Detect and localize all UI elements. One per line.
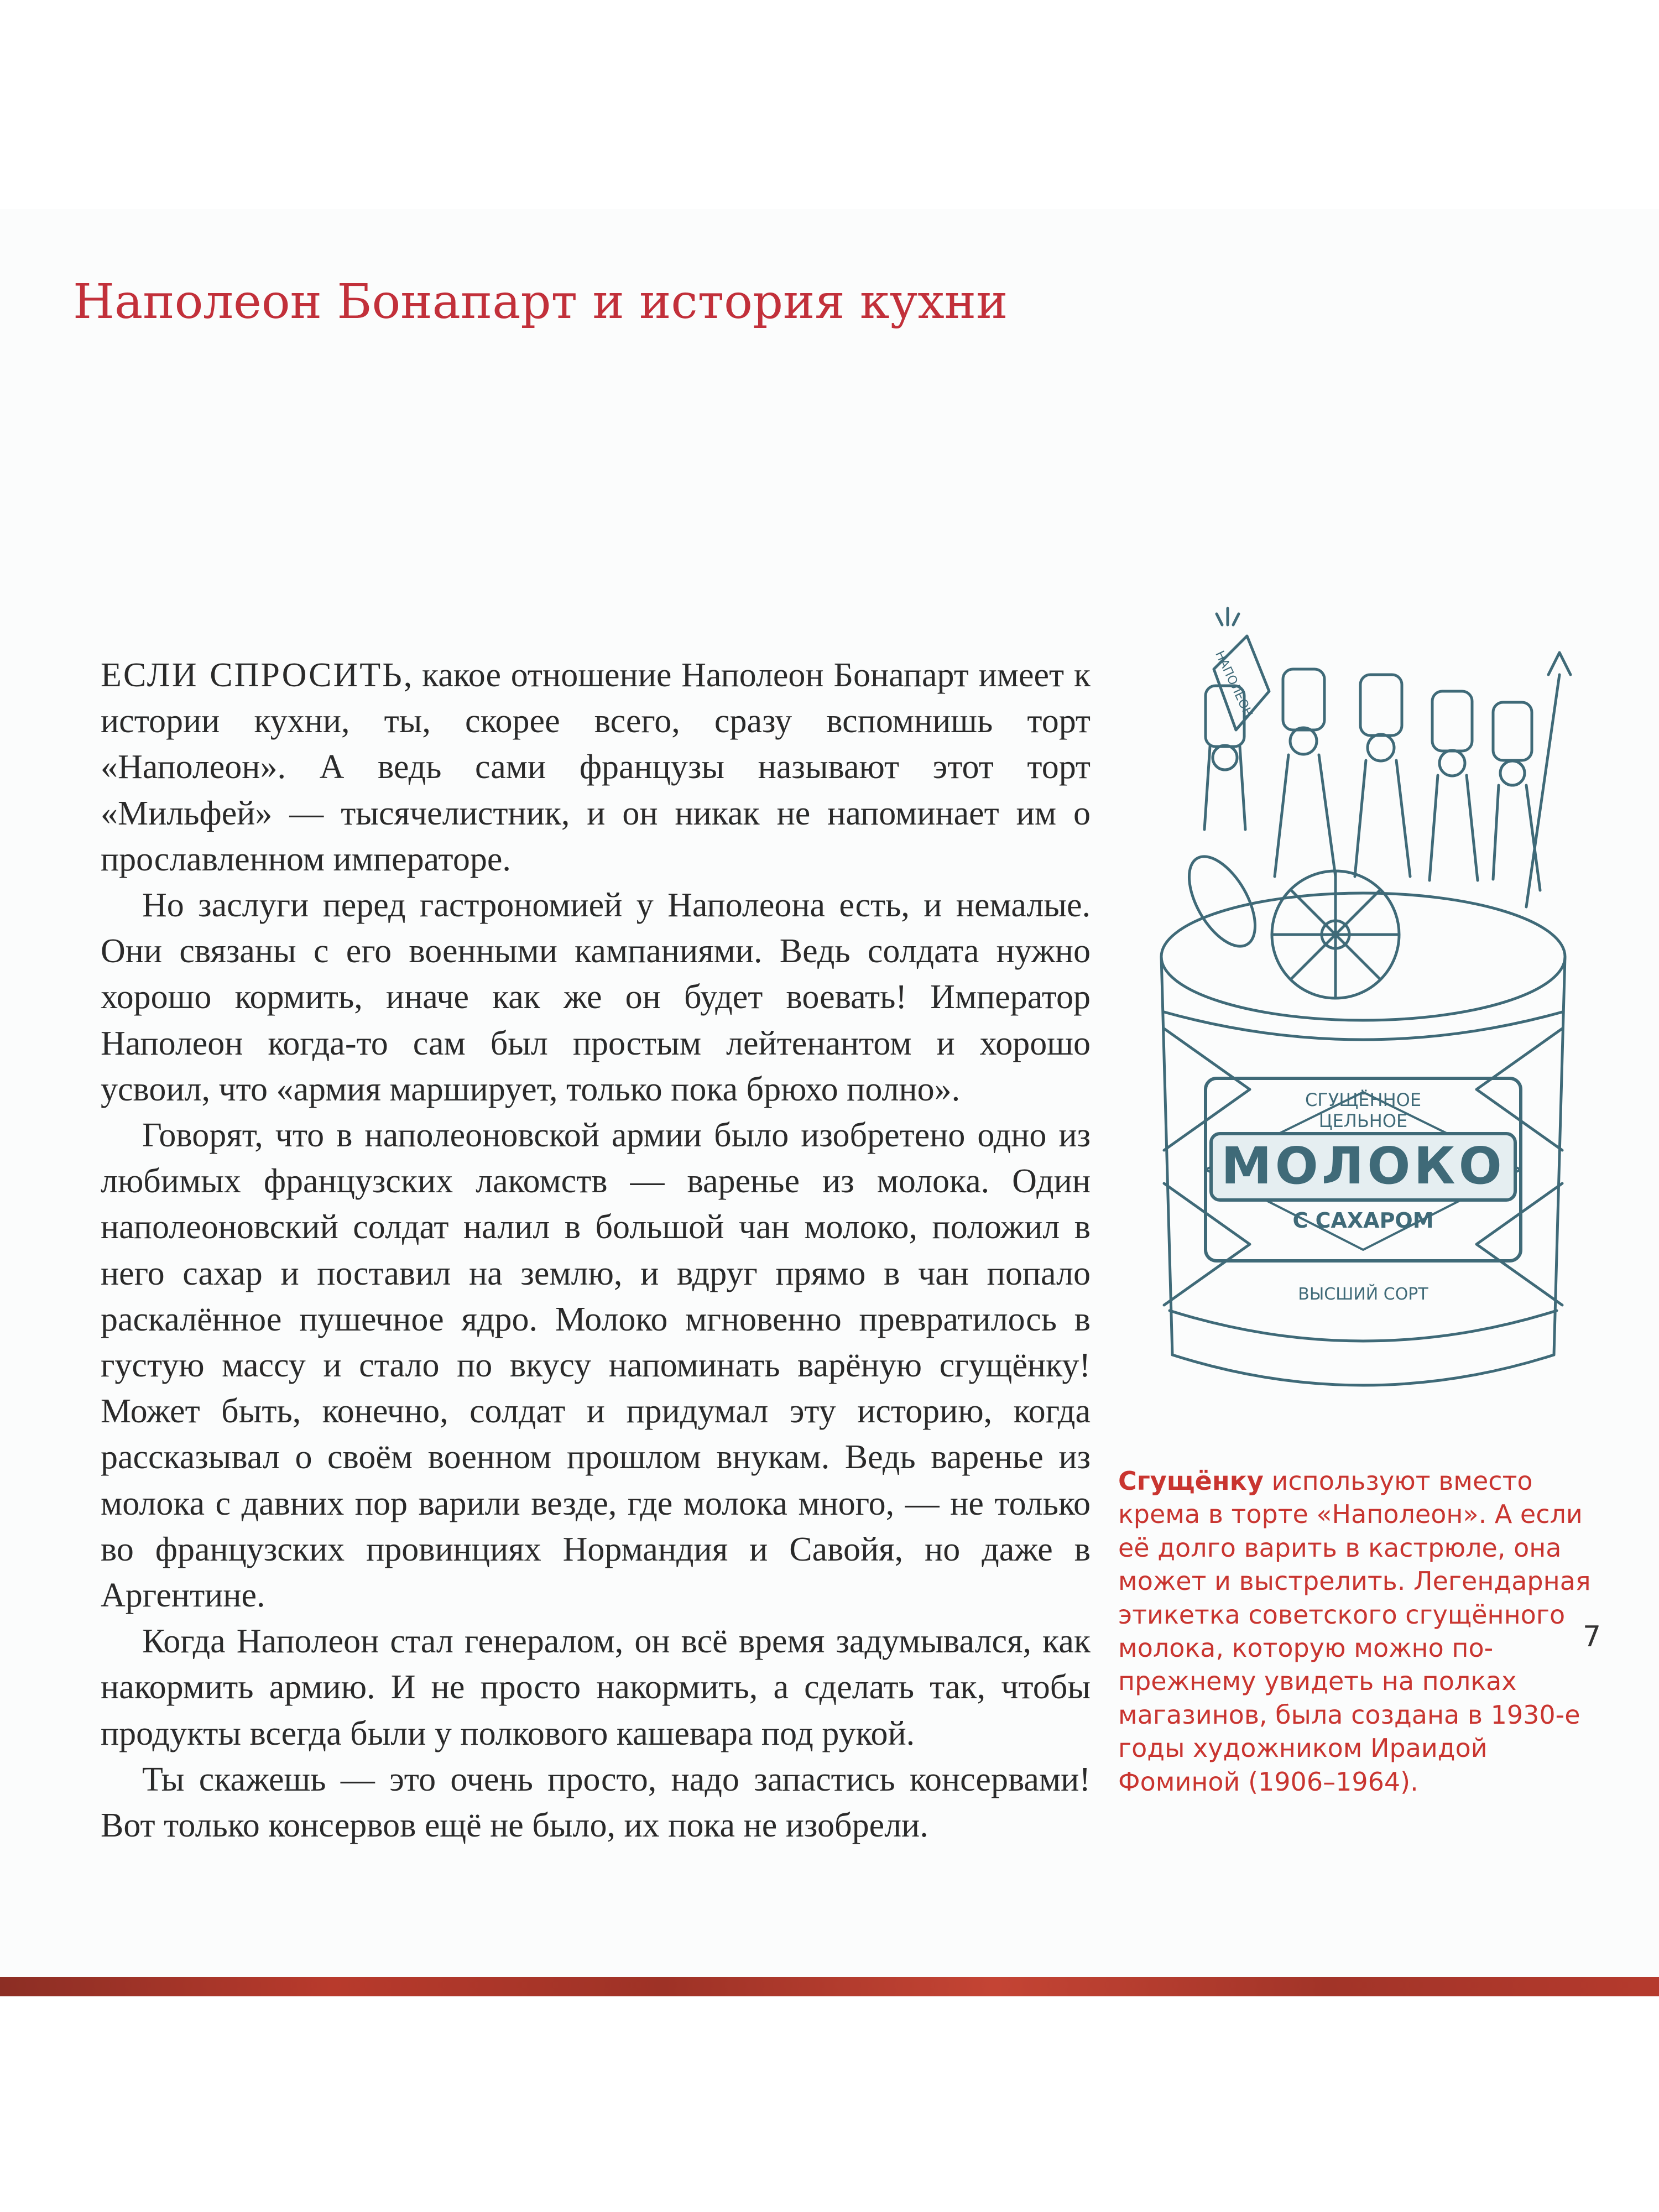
paragraph-5: Ты скажешь — это очень просто, надо запастись консервами! Вот только консервов ещё не было, их пока не изобрели. [101,1760,1091,1845]
lead-in: ЕСЛИ СПРОСИТЬ [101,656,404,694]
caption-lead: Сгущёнку [1118,1466,1264,1496]
can-label [1212,649,1505,1304]
label-sub: С САХАРОМ [1292,1208,1434,1233]
bottom-decorative-band [0,1977,1659,1996]
cannon-wheel-drawing [1176,846,1399,998]
page-number: 7 [1583,1620,1601,1653]
condensed-milk-can-illustration [1139,592,1598,1427]
flag-text: НАПОЛЕОН [1212,649,1255,720]
label-top-line-1: СГУЩЁННОЕ [1305,1089,1422,1110]
page-title: Наполеон Бонапарт и история кухни [73,274,1008,330]
main-text [101,653,1091,1849]
label-main: МОЛОКО [1221,1136,1505,1196]
soldiers-drawing [1204,608,1571,907]
paragraph-1: ЕСЛИ СПРОСИТЬ, какое отношение Наполеон Бонапарт имеет к истории кухни, ты, скорее всего, сразу вспомнишь торт «Наполеон». А ведь сами французы называют этот торт «Мильфей» — тысячелистник, и он никак не напоминает им о прославленном императоре. [101,656,1091,878]
image-caption: Сгущёнку используют вместо крема в торте «Наполеон». А если её долго варить в кастрюле, она может и выстрелить. Легендарная этикетка советского сгущённого молока, которую можно по-прежнему увидеть на полках магазинов, была создана в 1930-е годы художником Ираидой Фоминой (1906–1964). [1118,1466,1591,1797]
paragraph-2: Но заслуги перед гастрономией у Наполеона есть, и немалые. Они связаны с его военными кампаниями. Ведь солдата нужно хорошо кормить, иначе как же он будет воевать! Император Наполеон когда-то сам был простым лейтенантом и хорошо усвоил, что «армия марширует, только пока брюхо полно». [101,886,1091,1108]
label-grade: ВЫСШИЙ СОРТ [1298,1285,1428,1304]
paragraph-4: Когда Наполеон стал генералом, он всё время задумывался, как накормить армию. И не просто накормить, а сделать так, чтобы продукты всегда были у полкового кашевара под рукой. [101,1623,1091,1752]
paragraph-3: Говорят, что в наполеоновской армии было изобретено одно из любимых французских лакомств — варенье из молока. Один наполеоновский солдат налил в большой чан молоко, положил в него сахар и поставил на землю, и вдруг прямо в чан попало раскалённое пушечное ядро. Молоко мгновенно превратилось в густую массу и стало по вкусу напоминать варёную сгущёнку! Может быть, конечно, солдат и придумал эту историю, когда рассказывал о своём военном прошлом внукам. Ведь варенье из молока с давних пор варили везде, где молока много, — не только во французских провинциях Нормандия и Савойя, но даже в Аргентине. [101,1117,1091,1615]
label-top-line-2: ЦЕЛЬНОЕ [1318,1110,1408,1131]
